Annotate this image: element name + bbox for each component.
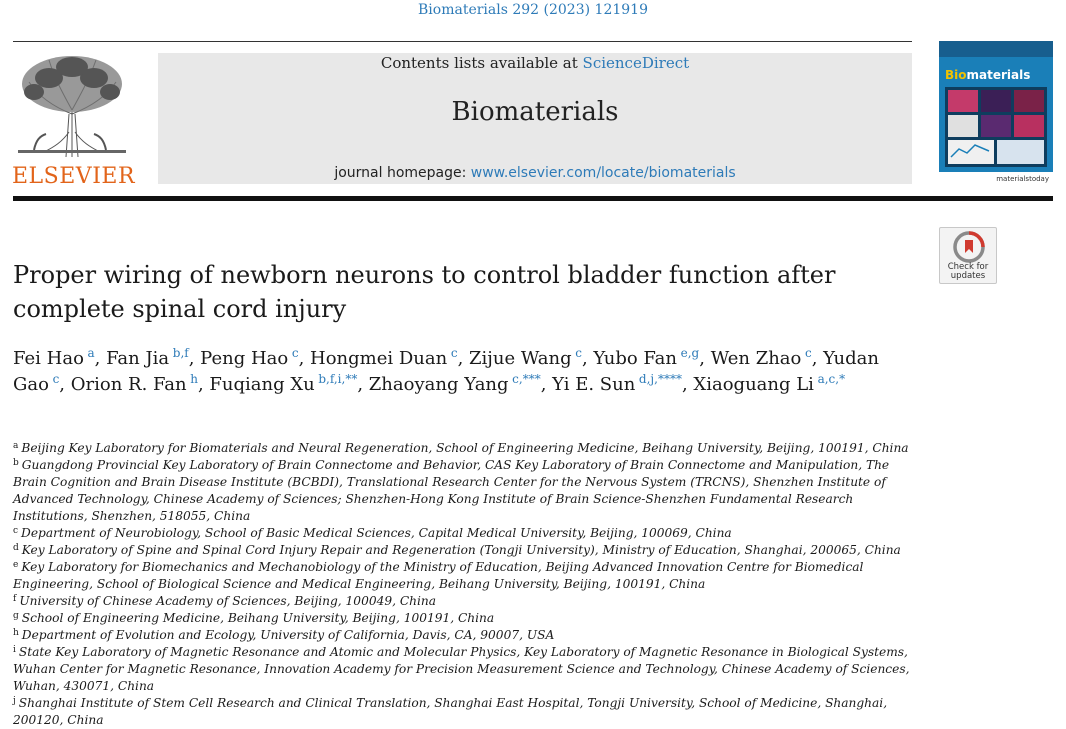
affiliation-item [13, 457, 923, 525]
affiliation-item [13, 695, 923, 729]
affiliation-text: University of Chinese Academy of Sciences, Beijing, 100049, China [19, 594, 437, 608]
author-name[interactable]: Wen Zhao [710, 348, 802, 369]
author-name[interactable]: Hongmei Duan [310, 348, 448, 369]
author-affiliation-marker[interactable]: a [87, 346, 95, 360]
author-name[interactable]: Fei Hao [13, 348, 84, 369]
journal-header [158, 53, 912, 184]
cover-brand: materialstoday [996, 175, 1049, 183]
journal-cover[interactable] [939, 41, 1053, 184]
elsevier-logo[interactable] [12, 52, 136, 189]
author-separator: , [188, 348, 201, 369]
author-name[interactable]: Fan Jia [106, 348, 170, 369]
affiliation-text: Guangdong Provincial Key Laboratory of Brain Connectome and Behavior, CAS Key Laboratory of Brain Connectome and Manipulation, The Brain Cognition and Brain Disease Institute (BCBDI), Translational Research Center for the Nervous System (TRCNS), Shenzhen Institute of Advanced Technology, Chinese Academy of Sciences; Shenzhen-Hong Kong Institute of Brain Science-Shenzhen Fundamental Research Institutions, Shenzhen, 518055, China [13, 458, 890, 523]
author-affiliation-marker[interactable]: c [52, 372, 60, 386]
elsevier-tree-icon [14, 52, 130, 160]
author-separator: , [811, 348, 824, 369]
author-name[interactable]: Zhaoyang Yang [368, 374, 509, 395]
affiliation-item [13, 542, 923, 559]
author-affiliation-marker[interactable]: c,*** [512, 372, 541, 386]
affiliation-text: Beijing Key Laboratory for Biomaterials and Neural Regeneration, School of Engineering Medicine, Beihang University, Beijing, 100191, China [21, 441, 909, 455]
author-affiliation-marker[interactable]: d,j,**** [638, 372, 682, 386]
affiliation-key: b [13, 458, 19, 468]
check-for-updates-button[interactable] [939, 227, 997, 284]
author-separator: , [581, 348, 594, 369]
author-separator: , [699, 348, 711, 369]
affiliation-text: Key Laboratory for Biomechanics and Mechanobiology of the Ministry of Education, Beijing Advanced Innovation Centre for Biomedical Engineering, School of Biological Science and Medical Engineering, Beihang University, Beijing, 100191, China [13, 560, 864, 591]
contents-prefix: Contents lists available at [380, 54, 583, 72]
cover-title [945, 68, 1030, 82]
author-name[interactable]: Fuqiang Xu [209, 374, 315, 395]
author-separator: , [197, 374, 210, 395]
homepage-line [158, 165, 912, 181]
affiliation-item [13, 525, 923, 542]
affiliation-text: Department of Neurobiology, School of Basic Medical Sciences, Capital Medical University, Beijing, 100069, China [21, 526, 732, 540]
article-title: Proper wiring of newborn neurons to control bladder function after complete spinal cord injury [13, 261, 836, 323]
affiliation-item [13, 593, 923, 610]
author-separator: , [94, 348, 107, 369]
author-affiliation-marker[interactable]: h [190, 372, 198, 386]
affiliation-text: State Key Laboratory of Magnetic Resonance and Atomic and Molecular Physics, Key Laboratory of Magnetic Resonance in Biological Systems, Wuhan Center for Magnetic Resonance, Innovation Academy for Precision Measurement Science and Technology, Chinese Academy of Sciences, Wuhan, 430071, China [13, 645, 910, 693]
affiliation-item [13, 559, 923, 593]
homepage-prefix: journal homepage: [334, 165, 471, 181]
cover-figure-icon [945, 87, 1047, 167]
author-separator: , [59, 374, 71, 395]
author-affiliation-marker[interactable]: c [804, 346, 812, 360]
elsevier-wordmark: ELSEVIER [12, 164, 136, 189]
author-list [13, 346, 913, 398]
affiliation-key: a [13, 441, 19, 451]
affiliation-key: c [13, 526, 19, 536]
author-affiliation-marker[interactable]: a,c,* [817, 372, 846, 386]
journal-name: Biomaterials [451, 97, 619, 127]
author-name[interactable]: Xiaoguang Li [693, 374, 814, 395]
author-separator: , [357, 374, 369, 395]
check-updates-icon [953, 231, 985, 263]
header-divider [13, 196, 1053, 201]
check-updates-line2: updates [950, 271, 986, 281]
author-affiliation-marker[interactable]: c [575, 346, 582, 360]
affiliation-key: h [13, 628, 19, 638]
journal-homepage-link[interactable]: www.elsevier.com/locate/biomaterials [470, 165, 736, 181]
sciencedirect-link[interactable]: ScienceDirect [582, 54, 690, 72]
affiliation-key: d [13, 543, 19, 553]
affiliation-text: Shanghai Institute of Stem Cell Research and Clinical Translation, Shanghai East Hospital, Tongji University, School of Medicine, Shanghai, 200120, China [13, 696, 888, 727]
cover-header-band [939, 41, 1053, 57]
author-separator: , [540, 374, 553, 395]
cover-title-accent: Bio [945, 68, 967, 82]
affiliation-item [13, 644, 923, 695]
check-updates-label [940, 263, 996, 281]
affiliation-text: School of Engineering Medicine, Beihang University, Beijing, 100191, China [21, 611, 495, 625]
author-affiliation-marker[interactable]: c [450, 346, 458, 360]
author-separator: , [457, 348, 470, 369]
journal-citation[interactable] [0, 2, 1066, 18]
author-separator: , [298, 348, 311, 369]
author-name[interactable]: Peng Hao [200, 348, 289, 369]
affiliation-key: g [13, 611, 19, 621]
affiliation-key: e [13, 560, 19, 570]
author-affiliation-marker[interactable]: e,g [680, 346, 700, 360]
contents-line [158, 54, 912, 72]
affiliation-text: Department of Evolution and Ecology, University of California, Davis, CA, 90007, USA [21, 628, 555, 642]
affiliation-item [13, 440, 923, 457]
affiliation-item [13, 610, 923, 627]
author-name[interactable]: Zijue Wang [469, 348, 572, 369]
author-affiliation-marker[interactable]: b,f,i,** [318, 372, 358, 386]
check-updates-line1: Check for [947, 262, 989, 272]
top-divider [13, 41, 912, 42]
author-name[interactable]: Yudan Gao [13, 348, 879, 395]
affiliation-text: Key Laboratory of Spine and Spinal Cord Injury Repair and Regeneration (Tongji University), Ministry of Education, Shanghai, 200065, China [21, 543, 901, 557]
author-separator: , [681, 374, 694, 395]
cover-title-rest: materials [966, 68, 1031, 82]
author-name[interactable]: Yubo Fan [593, 348, 678, 369]
author-affiliation-marker[interactable]: b,f [172, 346, 189, 360]
author-name[interactable]: Yi E. Sun [552, 374, 636, 395]
affiliation-key: i [13, 645, 16, 655]
affiliation-item [13, 627, 923, 644]
author-affiliation-marker[interactable]: c [291, 346, 299, 360]
citation-text[interactable]: Biomaterials 292 (2023) 121919 [418, 2, 648, 18]
affiliation-key: j [13, 696, 16, 706]
affiliation-key: f [13, 594, 17, 604]
author-name[interactable]: Orion R. Fan [70, 374, 187, 395]
